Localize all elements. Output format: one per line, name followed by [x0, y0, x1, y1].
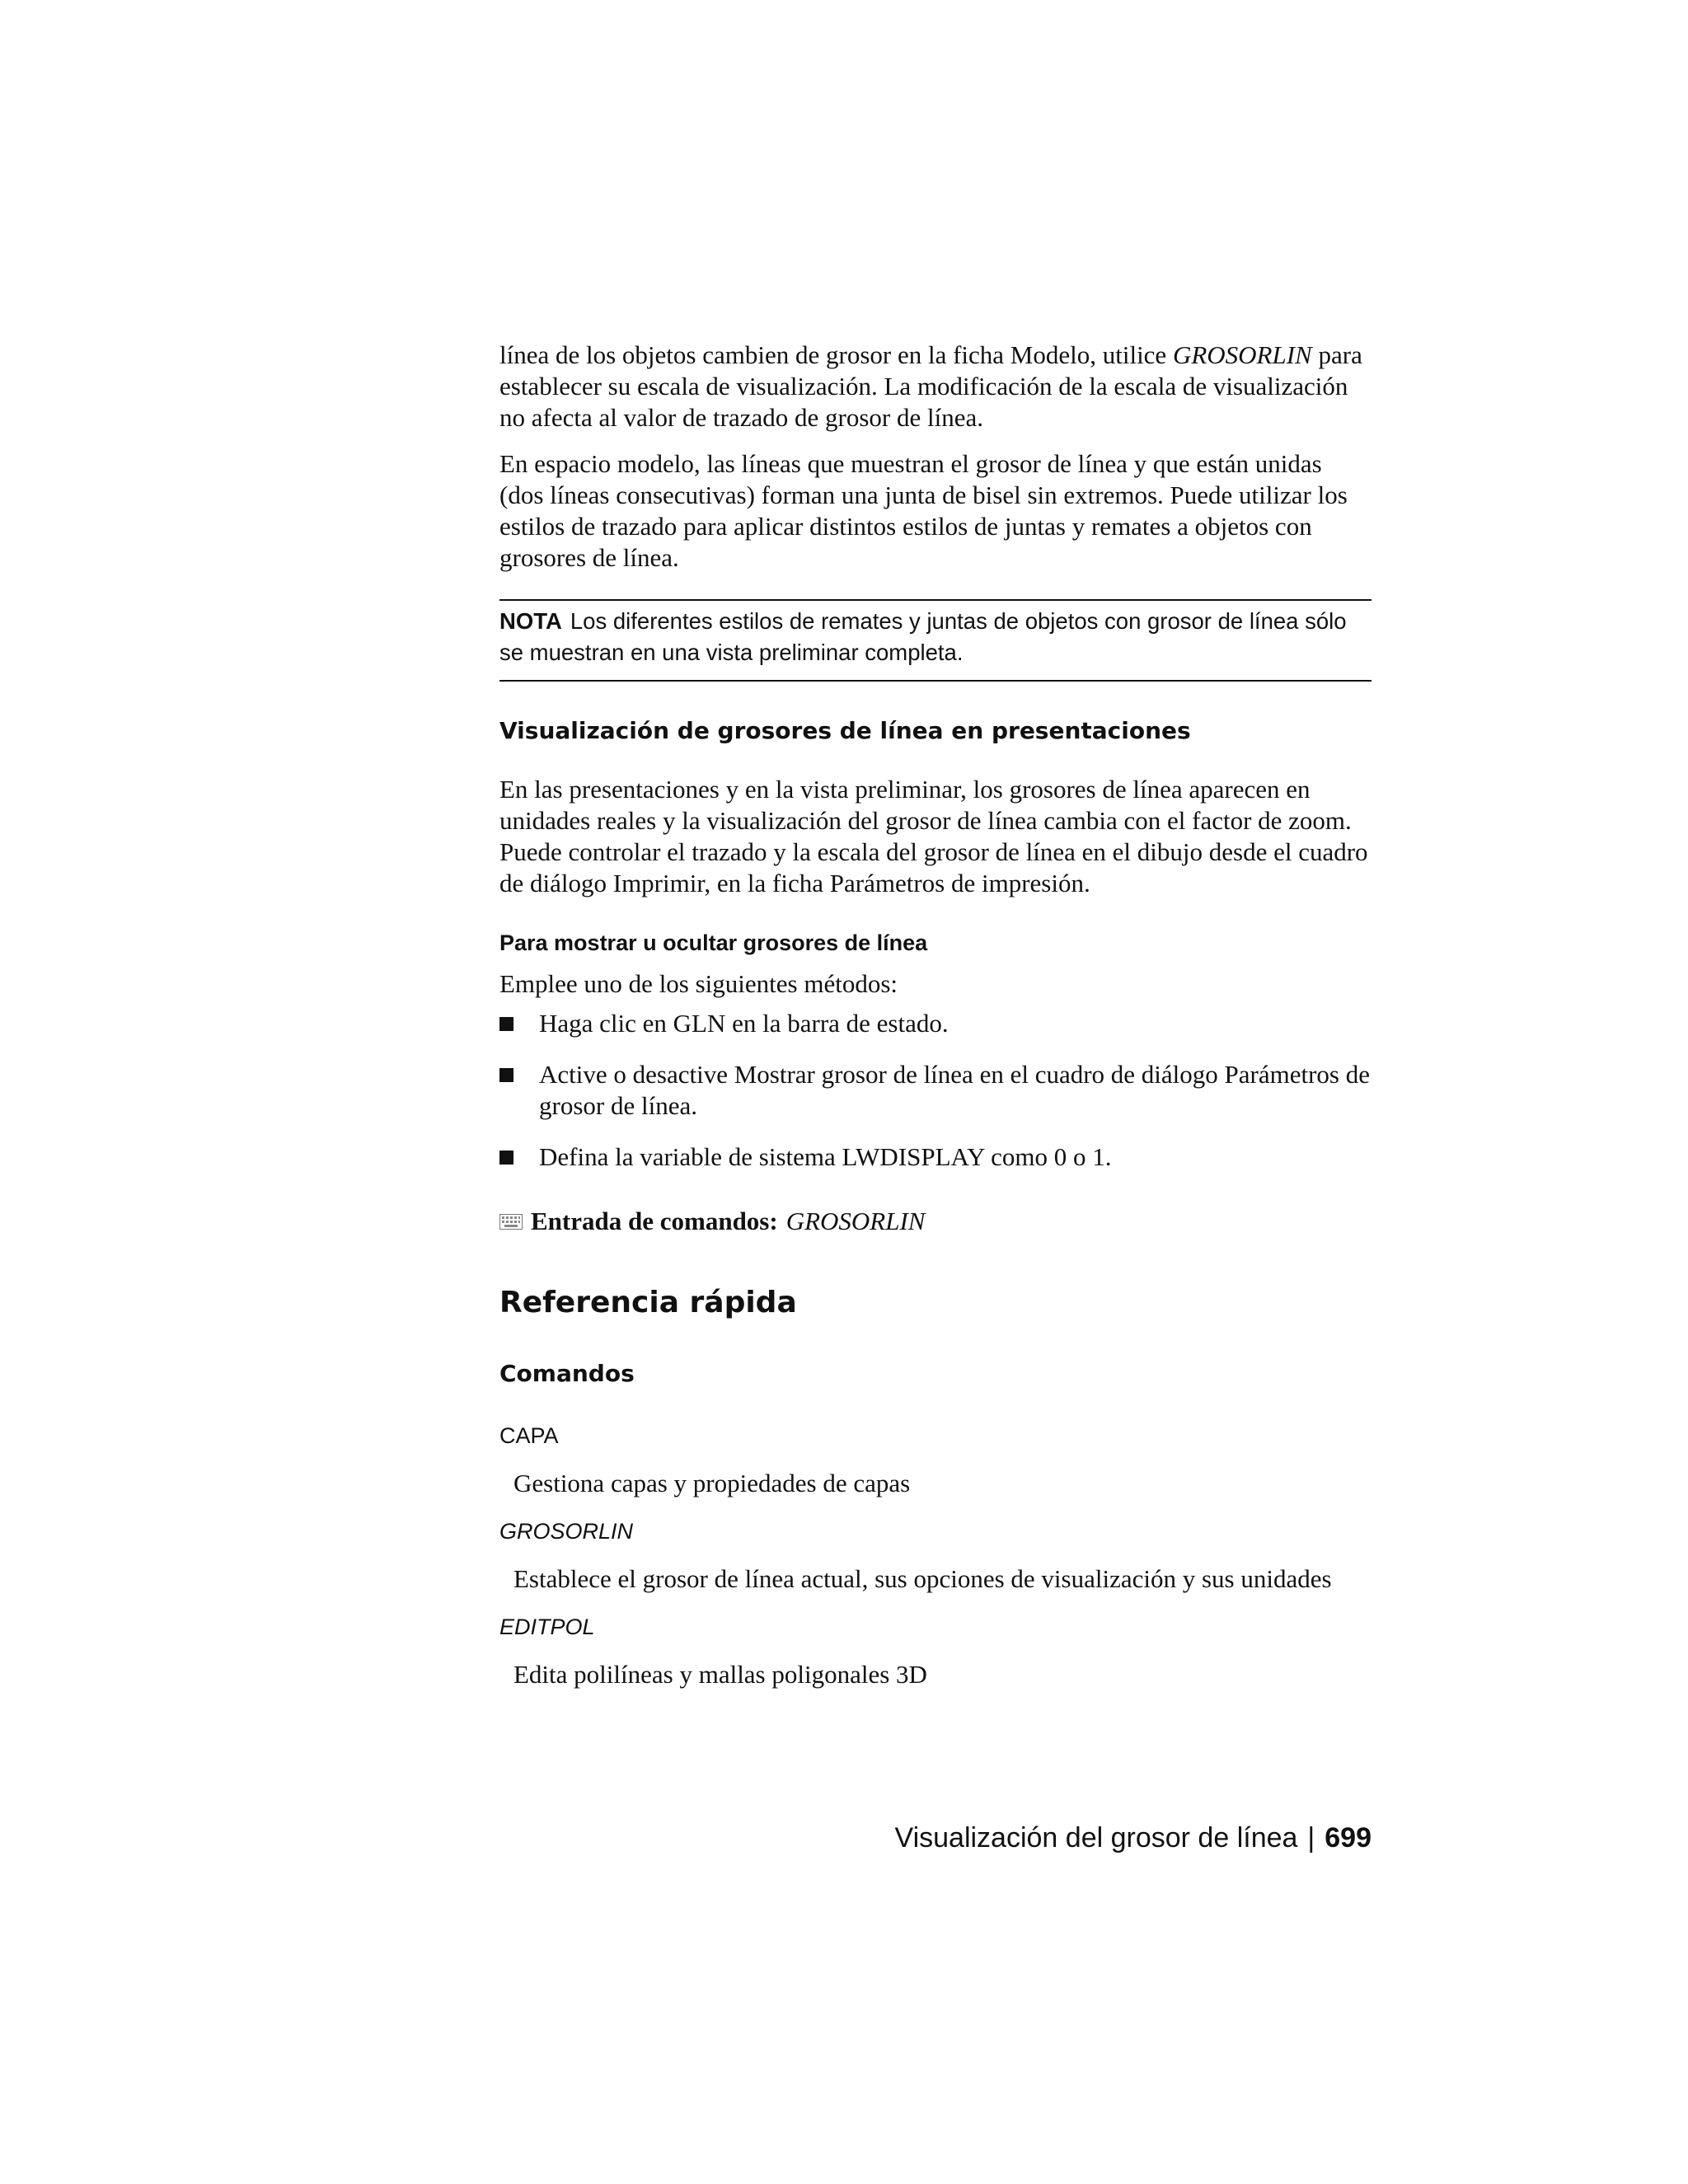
command-entry	[499, 1206, 1372, 1237]
list-item-text: Haga clic en GLN en la barra de estado.	[539, 1009, 949, 1038]
paragraph-2: En espacio modelo, las líneas que muestran el grosor de línea y que están unidas (dos líneas consecutivas) forman una junta de bisel sin extremos. Puede utilizar los estilos de trazado para aplicar distintos estilos de juntas y remates a objetos con grosores de línea.	[499, 449, 1348, 572]
note-label: NOTA	[499, 608, 562, 634]
section-body-presentaciones: En las presentaciones y en la vista preliminar, los grosores de línea aparecen en unidades reales y la visualización del grosor de línea cambia con el factor de zoom. Puede controlar el trazado y la escala del grosor de línea en el dibujo desde el cuadro de diálogo Imprimir, en la ficha Parámetros de impresión.	[499, 775, 1368, 898]
command-name[interactable]: EDITPOL	[499, 1615, 595, 1639]
list-item-text: Defina la variable de sistema LWDISPLAY como 0 o 1.	[539, 1142, 1112, 1171]
command-reference: GROSORLIN	[1172, 340, 1312, 369]
note-box	[499, 599, 1372, 682]
footer-separator: |	[1307, 1822, 1315, 1854]
commands-subheading: Comandos	[499, 1360, 635, 1387]
bullet-square-icon	[499, 1068, 513, 1082]
command-entry-label: Entrada de comandos:	[531, 1207, 778, 1235]
commands-list	[499, 1420, 1372, 1690]
bullet-square-icon	[499, 1151, 513, 1165]
page-number: 699	[1325, 1822, 1372, 1854]
paragraph-1	[499, 340, 1372, 434]
keyboard-icon	[499, 1214, 523, 1230]
procedure-intro: Emplee uno de los siguientes métodos:	[499, 969, 898, 998]
list-item	[499, 1059, 1372, 1122]
footer-title: Visualización del grosor de línea	[894, 1822, 1298, 1854]
command-description: Establece el grosor de línea actual, sus opciones de visualización y sus unidades	[513, 1564, 1332, 1593]
section-heading-presentaciones: Visualización de grosores de línea en presentaciones	[499, 717, 1191, 744]
procedure-title: Para mostrar u ocultar grosores de línea	[499, 930, 928, 955]
quick-reference-heading: Referencia rápida	[499, 1286, 797, 1319]
page-content	[499, 340, 1372, 1707]
command-name[interactable]: GROSORLIN	[499, 1519, 634, 1544]
note-text: Los diferentes estilos de remates y juntas de objetos con grosor de línea sólo se muestran en una vista preliminar completa.	[499, 608, 1347, 665]
command-name[interactable]: CAPA	[499, 1423, 559, 1448]
command-description: Edita polilíneas y mallas poligonales 3D	[513, 1660, 927, 1689]
command-description: Gestiona capas y propiedades de capas	[513, 1469, 911, 1497]
bullet-square-icon	[499, 1017, 513, 1031]
paragraph-1-end: para establecer su escala de visualización. La modificación de la escala de visualización no afecta al valor de trazado de grosor de línea.	[499, 340, 1362, 432]
command-entry-value: GROSORLIN	[785, 1207, 926, 1235]
page-footer	[895, 1820, 1372, 1856]
list-item-text: Active o desactive Mostrar grosor de línea en el cuadro de diálogo Parámetros de grosor de línea.	[539, 1060, 1370, 1120]
paragraph-1-start: línea de los objetos cambien de grosor en la ficha Modelo, utilice	[499, 340, 1173, 369]
list-item	[499, 1008, 1372, 1039]
procedure-list	[499, 1008, 1372, 1173]
list-item	[499, 1141, 1372, 1173]
